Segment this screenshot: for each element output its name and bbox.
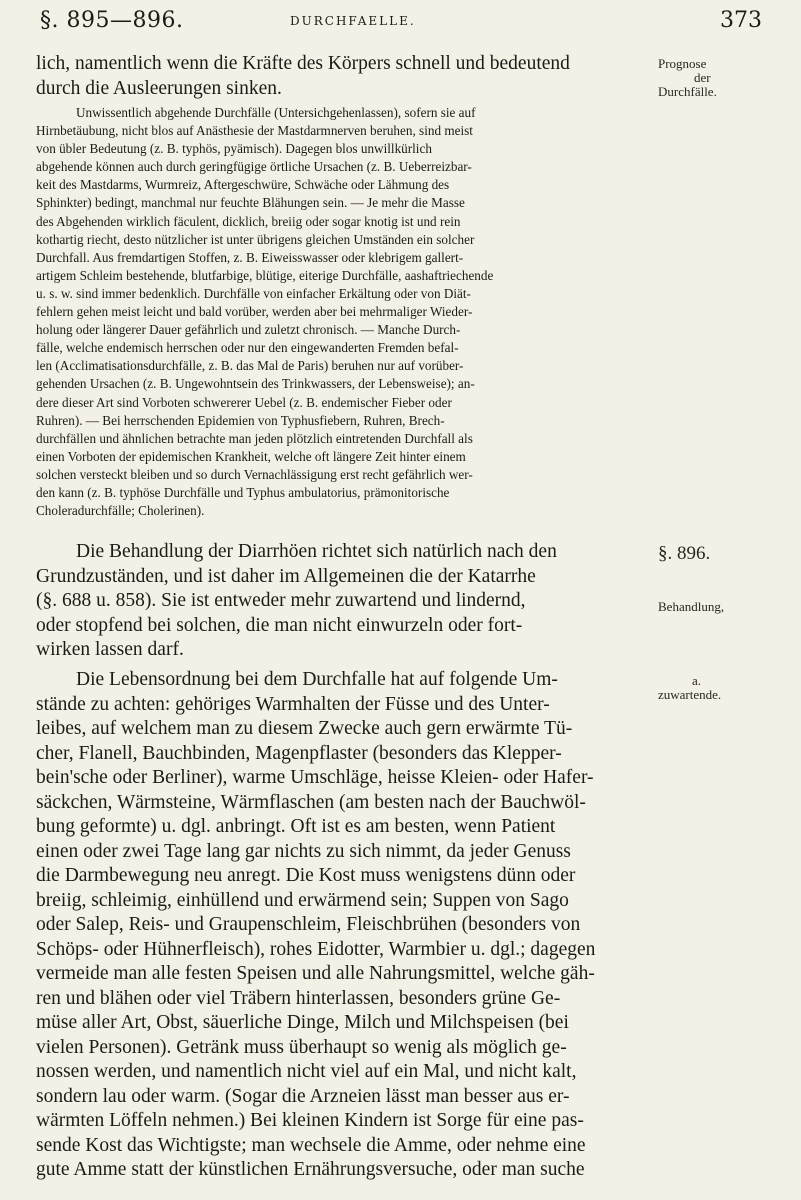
text-line: artigem Schleim bestehende, blutfarbige, blütige, eiterige Durchfälle, aashaftriechende [36,267,494,283]
text-line: gute Amme statt der künstlichen Ernährungsversuche, oder man suche [36,1159,585,1180]
text-line: leibes, auf welchem man zu diesem Zwecke auch gern erwärmte Tü- [36,718,573,739]
text-line: Choleradurchfälle; Cholerinen). [36,503,205,519]
margin-note-line: Prognose [658,56,707,71]
text-line: Durchfall. Aus fremdartigen Stoffen, z. B. Eiweisswasser oder klebrigem gallert- [36,249,464,265]
margin-note-line: Durchfälle. [658,84,717,99]
text-line: Die Lebensordnung bei dem Durchfalle hat auf folgende Um- [76,669,558,690]
text-line: holung oder längerer Dauer gefährlich und zuletzt chronisch. — Manche Durch- [36,322,461,338]
margin-note-line: a. [692,673,702,688]
paragraph-unwillkuerliche-durchfaelle [36,104,646,520]
margin-section-896: §. 896. [658,543,711,564]
text-line: den kann (z. B. typhöse Durchfälle und Typhus ambulatorius, prämonitorische [36,484,450,500]
text-line: die Darmbewegung neu anregt. Die Kost muss wenigstens dünn oder [36,865,576,886]
text-line: vielen Personen). Getränk muss überhaupt so wenig als möglich ge- [36,1036,567,1058]
text-line: sende Kost das Wichtigste; man wechsele die Amme, oder nehme eine [36,1134,586,1156]
text-line: gehenden Ursachen (z. B. Ungewohntsein des Trinkwassers, der Lebensweise); an- [36,376,475,392]
text-line: oder stopfend bei solchen, die man nicht einwurzeln oder fort- [36,614,523,636]
text-line: wirken lassen darf. [36,639,184,660]
text-line: Die Behandlung der Diarrhöen richtet sich natürlich nach den [76,541,557,562]
text-line: Grundzuständen, und ist daher im Allgemeinen die der Katarrhe [36,565,536,587]
text-line: breiig, schleimig, einhüllend und erwärmend sein; Suppen von Sago [36,889,569,911]
margin-note-prognose [658,57,798,99]
margin-note-behandlung: Behandlung, [658,599,725,614]
text-line: einen Vorboten der epidemischen Krankheit, welche oft längere Zeit hinter einem [36,448,466,464]
text-line: bung geformte) u. dgl. anbringt. Oft ist es am besten, wenn Patient [36,816,556,837]
text-line: des Abgehenden wirklich fäculent, dicklich, breiig oder sogar knotig ist und rein [36,213,461,229]
text-line: Sphinkter) bedingt, manchmal nur feuchte Blähungen sein. — Je mehr die Masse [36,195,465,211]
text-line: vermeide man alle festen Speisen und alle Nahrungsmittel, welche gäh- [36,963,595,984]
text-line: len (Acclimatisationsdurchfälle, z. B. das Mal de Paris) beruhen nur auf vorüber- [36,358,464,374]
text-line: fälle, welche endemisch herrschen oder nur den eingewanderten Fremden befal- [36,340,459,356]
text-line: fehlern gehen meist leicht und bald vorüber, werden aber bei mehrmaliger Wieder- [36,304,473,320]
text-line: lich, namentlich wenn die Kräfte des Körpers schnell und bedeutend [36,53,570,74]
text-line: oder Salep, Reis- und Graupenschleim, Fleischbrühen (besonders von [36,914,581,935]
margin-note-zuwartende [658,674,798,702]
text-line: säckchen, Wärmsteine, Wärmflaschen (am besten nach der Bauchwöl- [36,791,586,813]
text-line: Schöps- oder Hühnerfleisch), rohes Eidotter, Warmbier u. dgl.; dagegen [36,938,596,960]
text-line: dere dieser Art sind Vorboten schwererer Uebel (z. B. endemischer Fieber oder [36,394,452,410]
text-line: müse aller Art, Obst, säuerliche Dinge, Milch und Milchspeisen (bei [36,1012,569,1033]
text-line: durchfällen und ähnlichen betrachte man jeden plötzlich eintretenden Durchfall als [36,430,473,446]
paragraph-prognosis-end [36,52,646,101]
text-line: wärmten Löffeln nehmen.) Bei kleinen Kindern ist Sorge für eine pas- [36,1110,584,1131]
text-line: (§. 688 u. 858). Sie ist entweder mehr zuwartend und lindernd, [36,590,526,611]
text-line: solchen versteckt bleiben und so durch Vernachlässigung erst recht gefährlich wer- [36,466,473,482]
text-line: keit des Mastdarms, Wurmreiz, Aftergeschwüre, Schwäche oder Lähmung des [36,177,450,193]
text-line: ren und blähen oder viel Träbern hinterlassen, besonders grüne Ge- [36,987,561,1009]
text-line: einen oder zwei Tage lang gar nichts zu sich nimmt, da jeder Genuss [36,840,571,862]
text-line: sondern lau oder warm. (Sogar die Arzneien lässt man besser aus er- [36,1085,570,1107]
paragraph-behandlung [36,540,646,663]
text-line: kothartig riecht, desto nützlicher ist unter übrigens gleichen Umständen ein solcher [36,231,475,247]
paragraph-lebensordnung [36,668,646,1183]
margin-note-line: der [694,70,711,85]
section-reference: §. 895—896. [40,8,184,33]
text-line: durch die Ausleerungen sinken. [36,77,282,99]
page-number: 373 [720,8,762,33]
text-line: bein'sche oder Berliner), warme Umschläge, heisse Kleien- oder Hafer- [36,767,594,788]
text-line: cher, Flanell, Bauchbinden, Magenpflaster (besonders das Klepper- [36,742,562,764]
margin-note-line: zuwartende. [658,687,722,702]
text-line: nossen werden, und namentlich nicht viel auf ein Mal, und nicht kalt, [36,1061,577,1082]
text-line: abgehende können auch durch geringfügige örtliche Ursachen (z. B. Ueberreizbar- [36,159,472,175]
text-line: Unwissentlich abgehende Durchfälle (Untersichgehenlassen), sofern sie auf [76,105,476,120]
text-line: u. s. w. sind immer bedenklich. Durchfälle von einfacher Erkältung oder von Diät- [36,285,471,301]
text-line: stände zu achten: gehöriges Warmhalten der Füsse und des Unter- [36,693,550,715]
text-line: Ruhren). — Bei herrschenden Epidemien von Typhusfiebern, Ruhren, Brech- [36,412,445,428]
text-line: Hirnbetäubung, nicht blos auf Anästhesie der Mastdarmnerven beruhen, sind meist [36,123,473,139]
text-line: von übler Bedeutung (z. B. typhös, pyämisch). Dagegen blos unwillkürlich [36,141,432,157]
running-title: DURCHFAELLE. [290,14,416,28]
